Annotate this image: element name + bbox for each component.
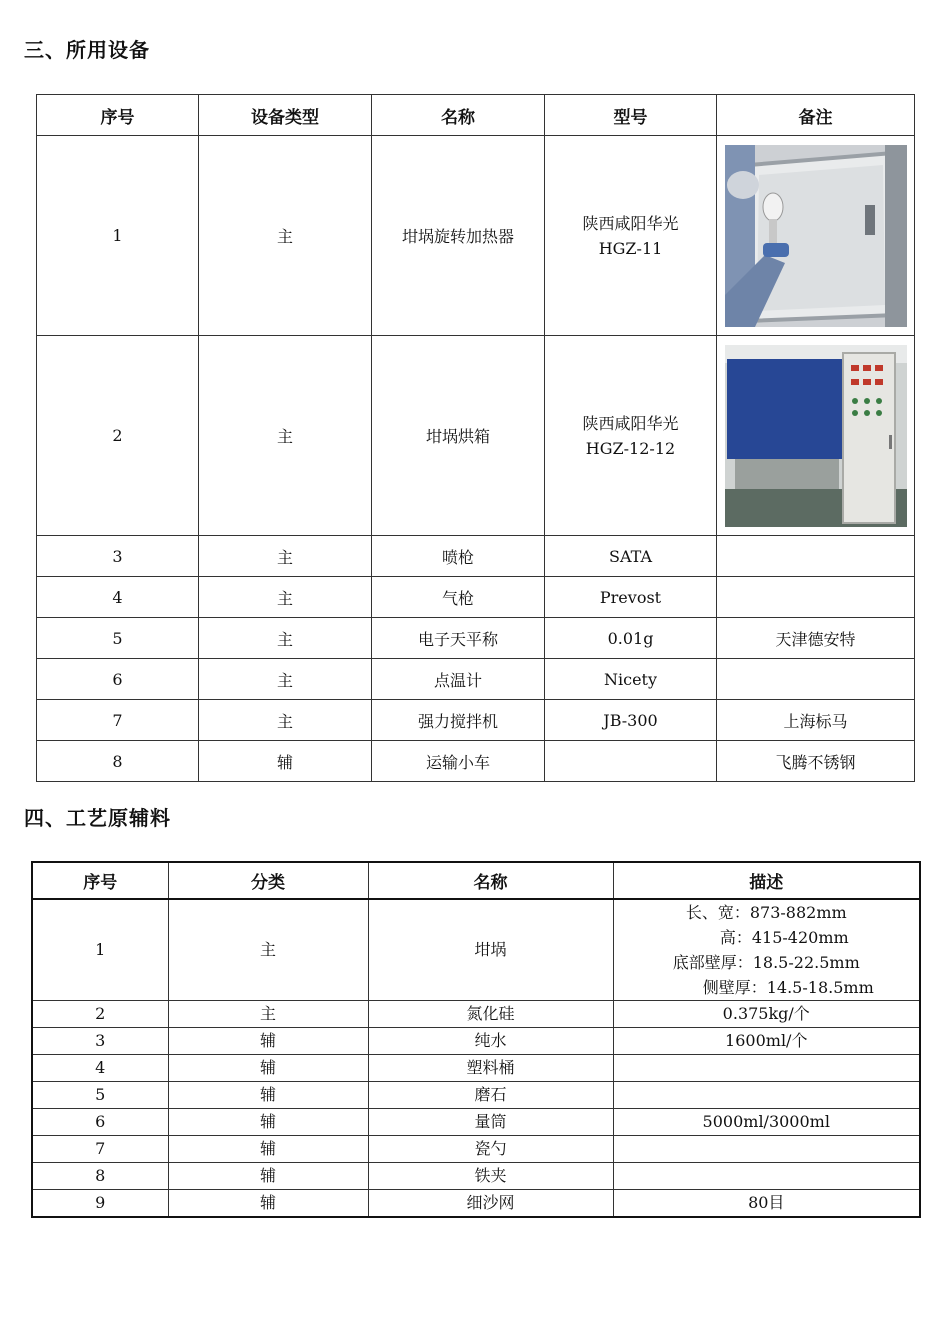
- table-row: [37, 577, 915, 618]
- cell-category: 主: [168, 1001, 368, 1028]
- table-row: [37, 336, 915, 536]
- cell-name: 瓷勺: [368, 1136, 613, 1163]
- cell-name: 氮化硅: [368, 1001, 613, 1028]
- table-row: [37, 536, 915, 577]
- cell-model: JB-300: [545, 700, 717, 741]
- cell-name: 细沙网: [368, 1190, 613, 1218]
- cell-type: 主: [199, 700, 372, 741]
- desc-side-thickness: 侧壁厚：14.5-18.5mm: [702, 978, 874, 997]
- cell-description: [613, 1082, 920, 1109]
- cell-type: 主: [199, 536, 372, 577]
- cell-name: 点温计: [372, 659, 545, 700]
- model-code: HGZ-11: [598, 238, 663, 258]
- materials-table: [31, 861, 921, 1218]
- cell-description: 5000ml/3000ml: [613, 1109, 920, 1136]
- header-no: 序号: [37, 95, 199, 136]
- header-name: 名称: [372, 95, 545, 136]
- cell-no: 8: [37, 741, 199, 782]
- table-row: [37, 700, 915, 741]
- cell-model: 0.01g: [545, 618, 717, 659]
- cell-name: 量筒: [368, 1109, 613, 1136]
- header-no: 序号: [32, 862, 168, 899]
- cell-model: [545, 336, 717, 536]
- cell-type: 主: [199, 136, 372, 336]
- cell-model: [545, 741, 717, 782]
- model-maker: 陕西咸阳华光: [582, 213, 679, 233]
- table-row: [32, 1136, 920, 1163]
- cell-category: 辅: [168, 1109, 368, 1136]
- table-row: [37, 741, 915, 782]
- header-type: 设备类型: [199, 95, 372, 136]
- table-row: [32, 1190, 920, 1218]
- cell-model: Nicety: [545, 659, 717, 700]
- cell-name: 坩埚旋转加热器: [372, 136, 545, 336]
- model-maker: 陕西咸阳华光: [582, 413, 679, 433]
- header-name: 名称: [368, 862, 613, 899]
- cell-description: 80目: [613, 1190, 920, 1218]
- cell-name: 喷枪: [372, 536, 545, 577]
- equipment-table: [36, 94, 915, 782]
- cell-no: 6: [32, 1109, 168, 1136]
- cell-no: 8: [32, 1163, 168, 1190]
- cell-no: 4: [32, 1055, 168, 1082]
- cell-model: SATA: [545, 536, 717, 577]
- cell-note: [717, 136, 915, 336]
- cell-note: 天津德安特: [717, 618, 915, 659]
- cell-model: [545, 136, 717, 336]
- table-row: [32, 1001, 920, 1028]
- cell-name: 纯水: [368, 1028, 613, 1055]
- cell-type: 主: [199, 618, 372, 659]
- cell-note: [717, 336, 915, 536]
- cell-category: 辅: [168, 1082, 368, 1109]
- cell-no: 7: [32, 1136, 168, 1163]
- cell-no: 3: [37, 536, 199, 577]
- cell-no: 6: [37, 659, 199, 700]
- header-model: 型号: [545, 95, 717, 136]
- cell-no: 1: [37, 136, 199, 336]
- cell-no: 7: [37, 700, 199, 741]
- cell-no: 9: [32, 1190, 168, 1218]
- cell-category: 辅: [168, 1190, 368, 1218]
- cell-description: [613, 1055, 920, 1082]
- section-heading-equipment: 三、所用设备: [24, 38, 150, 62]
- cell-type: 辅: [199, 741, 372, 782]
- cell-name: 塑料桶: [368, 1055, 613, 1082]
- cell-note: [717, 659, 915, 700]
- blue-oven-with-control-cabinet-photo: [725, 345, 907, 527]
- cell-no: 5: [32, 1082, 168, 1109]
- cell-description: [613, 1136, 920, 1163]
- cell-name: 电子天平称: [372, 618, 545, 659]
- cell-type: 主: [199, 336, 372, 536]
- header-category: 分类: [168, 862, 368, 899]
- desc-height: 高：415-420mm: [719, 928, 849, 947]
- cell-description: 0.375kg/个: [613, 1001, 920, 1028]
- desc-length-width: 长、宽：873-882mm: [685, 903, 847, 922]
- table-header-row: [32, 862, 920, 899]
- header-note: 备注: [717, 95, 915, 136]
- table-row: [32, 1082, 920, 1109]
- cell-type: 主: [199, 659, 372, 700]
- section-heading-materials: 四、工艺原辅料: [24, 806, 171, 830]
- cell-model: Prevost: [545, 577, 717, 618]
- table-row: [37, 659, 915, 700]
- model-code: HGZ-12-12: [585, 438, 676, 458]
- desc-bottom-thickness: 底部壁厚：18.5-22.5mm: [672, 953, 860, 972]
- table-row: [32, 1163, 920, 1190]
- cell-category: 辅: [168, 1163, 368, 1190]
- cell-description: 1600ml/个: [613, 1028, 920, 1055]
- cell-name: 铁夹: [368, 1163, 613, 1190]
- spray-painting-crucible-photo: [725, 145, 907, 327]
- cell-note: 飞腾不锈钢: [717, 741, 915, 782]
- cell-description: [613, 899, 920, 1001]
- table-header-row: [37, 95, 915, 136]
- cell-note: 上海标马: [717, 700, 915, 741]
- cell-no: 1: [32, 899, 168, 1001]
- cell-name: 磨石: [368, 1082, 613, 1109]
- cell-name: 坩埚: [368, 899, 613, 1001]
- table-row: [32, 1109, 920, 1136]
- cell-category: 辅: [168, 1136, 368, 1163]
- header-description: 描述: [613, 862, 920, 899]
- table-row: [32, 899, 920, 1001]
- cell-category: 辅: [168, 1055, 368, 1082]
- cell-no: 2: [37, 336, 199, 536]
- cell-note: [717, 577, 915, 618]
- table-row: [37, 618, 915, 659]
- cell-category: 主: [168, 899, 368, 1001]
- cell-no: 3: [32, 1028, 168, 1055]
- cell-name: 气枪: [372, 577, 545, 618]
- cell-no: 5: [37, 618, 199, 659]
- cell-category: 辅: [168, 1028, 368, 1055]
- cell-description: [613, 1163, 920, 1190]
- table-row: [37, 136, 915, 336]
- cell-type: 主: [199, 577, 372, 618]
- cell-note: [717, 536, 915, 577]
- cell-name: 坩埚烘箱: [372, 336, 545, 536]
- cell-no: 4: [37, 577, 199, 618]
- cell-name: 运输小车: [372, 741, 545, 782]
- cell-no: 2: [32, 1001, 168, 1028]
- cell-name: 强力搅拌机: [372, 700, 545, 741]
- table-row: [32, 1055, 920, 1082]
- table-row: [32, 1028, 920, 1055]
